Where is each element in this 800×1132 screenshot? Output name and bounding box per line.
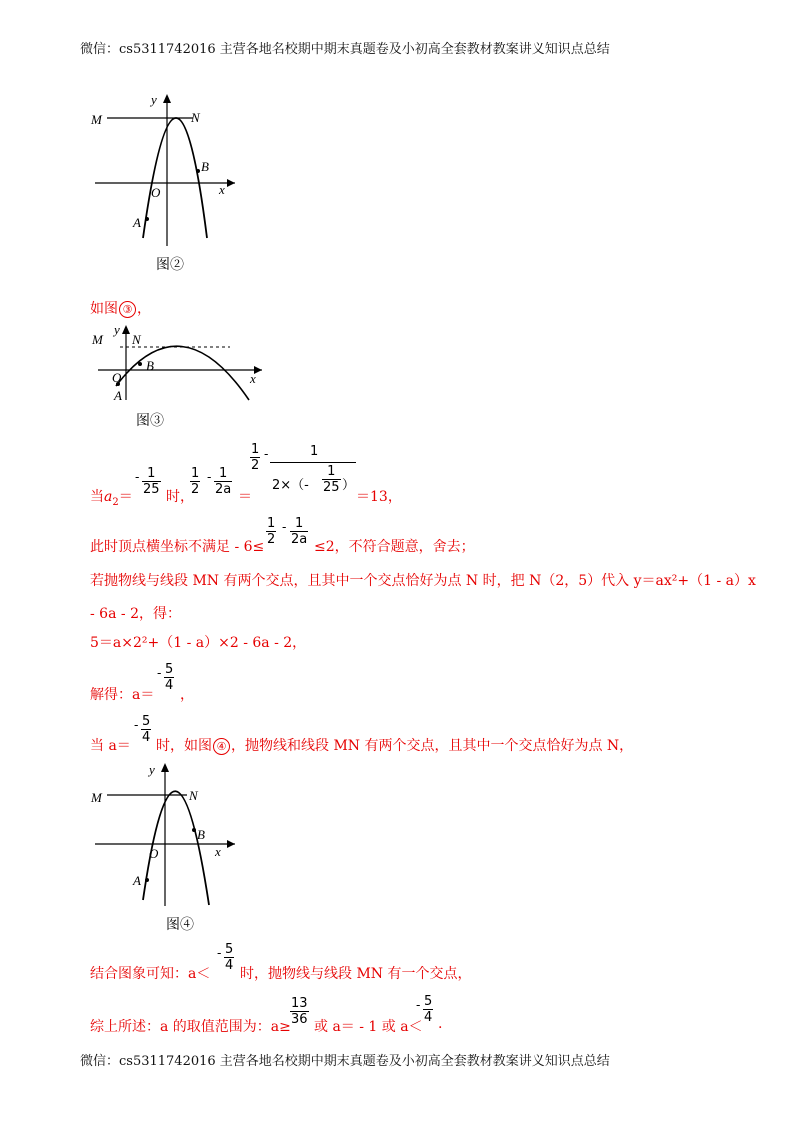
fraction-bar xyxy=(270,462,356,463)
line8-text: 时，抛物线与线段 MN 有一个交点， xyxy=(240,966,472,982)
fraction-inner-half: $\frac{1}{2}$ xyxy=(251,442,260,473)
figure-4-graph xyxy=(85,760,245,910)
line2-text: 此时顶点横坐标不满足 - 6≤ xyxy=(90,539,265,555)
label-x: x xyxy=(250,371,256,386)
figure-2-graph xyxy=(85,88,245,248)
label-M: M xyxy=(91,790,102,805)
fraction-1-2a: $\frac{1}{2a}$ xyxy=(215,466,232,497)
label-N: N xyxy=(191,110,200,125)
figure-4-caption: 图④ xyxy=(166,917,194,933)
line9-prefix: 综上所述：a 的取值范围为：a≥ xyxy=(90,1019,291,1035)
label-y: y xyxy=(114,322,120,337)
fraction-1-2-b: $\frac{1}{2}$ xyxy=(267,516,276,547)
page-footer: 微信：cs5311742016 主营各地名校期中期末真题卷及小初高全套教材教案讲义知识点总结 xyxy=(80,1054,610,1069)
line1-result: ＝13， xyxy=(356,489,402,505)
fraction-5-4-c: $\frac{5}{4}$ xyxy=(225,942,234,973)
fraction-1-2a-b: $\frac{1}{2a}$ xyxy=(291,516,308,547)
figure-3-intro: 如图 ③ ， xyxy=(90,301,151,317)
fraction-13-36: $\frac{13}{36}$ xyxy=(291,996,308,1027)
line7-text: 时，如图 ④ ，抛物线和线段 MN 有两个交点，且其中一个交点恰好为点 N， xyxy=(156,738,634,754)
figure-3-graph xyxy=(90,322,270,404)
fraction-5-4-d: $\frac{5}{4}$ xyxy=(424,994,433,1025)
fraction-1-2: $\frac{1}{2}$ xyxy=(191,466,200,497)
line7-prefix: 当 a＝ xyxy=(90,738,131,754)
label-M: M xyxy=(91,112,102,127)
label-x: x xyxy=(215,844,221,859)
figure-3-caption: 图③ xyxy=(136,413,164,429)
label-A: A xyxy=(133,215,141,230)
label-y: y xyxy=(151,92,157,107)
label-N: N xyxy=(132,332,141,347)
page-header: 微信：cs5311742016 主营各地名校期中期末真题卷及小初高全套教材教案讲义知识点总结 xyxy=(80,42,610,57)
label-B: B xyxy=(201,159,209,174)
label-M: M xyxy=(92,332,103,347)
label-x: x xyxy=(219,182,225,197)
label-A: A xyxy=(133,873,141,888)
line3-text: 若抛物线与线段 MN 有两个交点，且其中一个交点恰好为点 N 时，把 N（2，5）代入 y＝ax²+（1 - a）x xyxy=(90,573,756,589)
label-O: O xyxy=(151,185,161,200)
fraction-1-25-inner: $\frac{1}{25}$ xyxy=(323,464,340,495)
fraction-5-4-a: $\frac{5}{4}$ xyxy=(165,662,174,693)
label-B: B xyxy=(197,827,205,842)
line5-text: 5＝a×2²+（1 - a）×2 - 6a - 2， xyxy=(90,635,307,651)
line4-text: - 6a - 2，得： xyxy=(90,606,181,622)
label-A: A xyxy=(114,388,122,403)
label-N: N xyxy=(189,788,198,803)
label-B: B xyxy=(146,358,154,373)
fraction-5-4-b: $\frac{5}{4}$ xyxy=(142,714,151,745)
label-y: y xyxy=(149,762,155,777)
label-O: O xyxy=(112,370,122,385)
line1-prefix: 当$a_2=$ xyxy=(90,489,133,508)
line1-when: 时， xyxy=(166,489,194,505)
figure-2-caption: 图② xyxy=(156,257,184,273)
line6-text: 解得：a＝ xyxy=(90,687,155,703)
fraction-1-25: $\frac{1}{25}$ xyxy=(143,466,160,497)
label-O: O xyxy=(149,846,159,861)
line8-prefix: 结合图象可知：a＜ xyxy=(90,966,211,982)
